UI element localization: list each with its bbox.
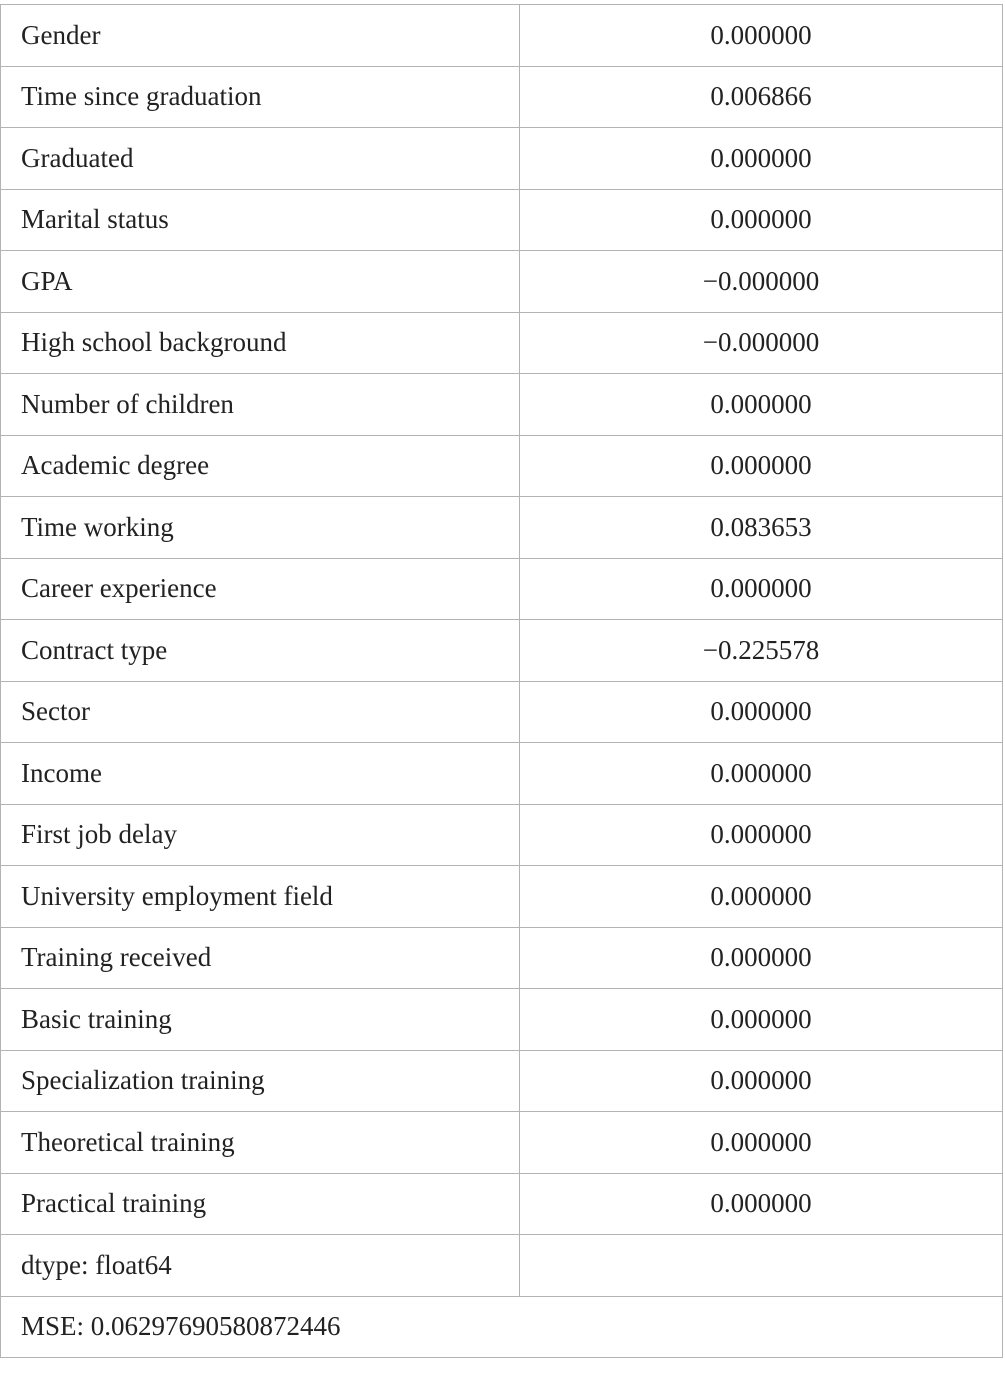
- table-row: [1, 374, 1003, 436]
- coefficient-value-cell: −0.225578: [520, 620, 1003, 682]
- coefficient-value-cell: 0.000000: [520, 5, 1003, 67]
- variable-name-cell: GPA: [1, 251, 520, 313]
- dtype-row: [1, 1235, 1003, 1297]
- dtype-empty-cell: [520, 1235, 1003, 1297]
- table-row: [1, 312, 1003, 374]
- coefficient-value-cell: 0.000000: [520, 189, 1003, 251]
- mse-row: [1, 1296, 1003, 1358]
- variable-name-cell: Time since graduation: [1, 66, 520, 128]
- mse-label: MSE: 0.06297690580872446: [1, 1296, 1003, 1358]
- coefficient-value-cell: 0.006866: [520, 66, 1003, 128]
- coefficient-value-cell: 0.000000: [520, 989, 1003, 1051]
- coefficient-value-cell: 0.000000: [520, 1112, 1003, 1174]
- variable-name-cell: Theoretical training: [1, 1112, 520, 1174]
- variable-name-cell: Time working: [1, 497, 520, 559]
- variable-name-cell: Career experience: [1, 558, 520, 620]
- coefficient-value-cell: 0.000000: [520, 374, 1003, 436]
- table-row: [1, 927, 1003, 989]
- variable-name-cell: Gender: [1, 5, 520, 67]
- table-row: [1, 5, 1003, 67]
- coefficient-value-cell: −0.000000: [520, 251, 1003, 313]
- variable-name-cell: Sector: [1, 681, 520, 743]
- table-row: [1, 128, 1003, 190]
- table-row: [1, 435, 1003, 497]
- table-row: [1, 989, 1003, 1051]
- table-row: [1, 497, 1003, 559]
- variable-name-cell: Practical training: [1, 1173, 520, 1235]
- coefficients-table: [0, 4, 1003, 1358]
- variable-name-cell: Income: [1, 743, 520, 805]
- coefficient-value-cell: 0.000000: [520, 1173, 1003, 1235]
- variable-name-cell: Graduated: [1, 128, 520, 190]
- coefficient-value-cell: −0.000000: [520, 312, 1003, 374]
- variable-name-cell: Academic degree: [1, 435, 520, 497]
- table-row: [1, 681, 1003, 743]
- table-row: [1, 804, 1003, 866]
- coefficient-value-cell: 0.000000: [520, 681, 1003, 743]
- coefficients-table-body: [1, 5, 1003, 1235]
- variable-name-cell: Training received: [1, 927, 520, 989]
- table-row: [1, 866, 1003, 928]
- variable-name-cell: Marital status: [1, 189, 520, 251]
- variable-name-cell: First job delay: [1, 804, 520, 866]
- coefficient-value-cell: 0.000000: [520, 743, 1003, 805]
- table-row: [1, 620, 1003, 682]
- coefficient-value-cell: 0.000000: [520, 804, 1003, 866]
- table-row: [1, 558, 1003, 620]
- variable-name-cell: Contract type: [1, 620, 520, 682]
- coefficient-value-cell: 0.000000: [520, 927, 1003, 989]
- coefficient-value-cell: 0.083653: [520, 497, 1003, 559]
- dtype-label: dtype: float64: [1, 1235, 520, 1297]
- coefficients-table-footer: [1, 1235, 1003, 1358]
- table-row: [1, 1050, 1003, 1112]
- table-row: [1, 1112, 1003, 1174]
- table-row: [1, 189, 1003, 251]
- coefficients-table-container: [0, 4, 1003, 1358]
- coefficient-value-cell: 0.000000: [520, 435, 1003, 497]
- table-row: [1, 66, 1003, 128]
- variable-name-cell: Number of children: [1, 374, 520, 436]
- coefficient-value-cell: 0.000000: [520, 128, 1003, 190]
- variable-name-cell: Basic training: [1, 989, 520, 1051]
- table-row: [1, 1173, 1003, 1235]
- coefficient-value-cell: 0.000000: [520, 1050, 1003, 1112]
- table-row: [1, 251, 1003, 313]
- variable-name-cell: High school background: [1, 312, 520, 374]
- variable-name-cell: Specialization training: [1, 1050, 520, 1112]
- coefficient-value-cell: 0.000000: [520, 866, 1003, 928]
- table-row: [1, 743, 1003, 805]
- variable-name-cell: University employment field: [1, 866, 520, 928]
- coefficient-value-cell: 0.000000: [520, 558, 1003, 620]
